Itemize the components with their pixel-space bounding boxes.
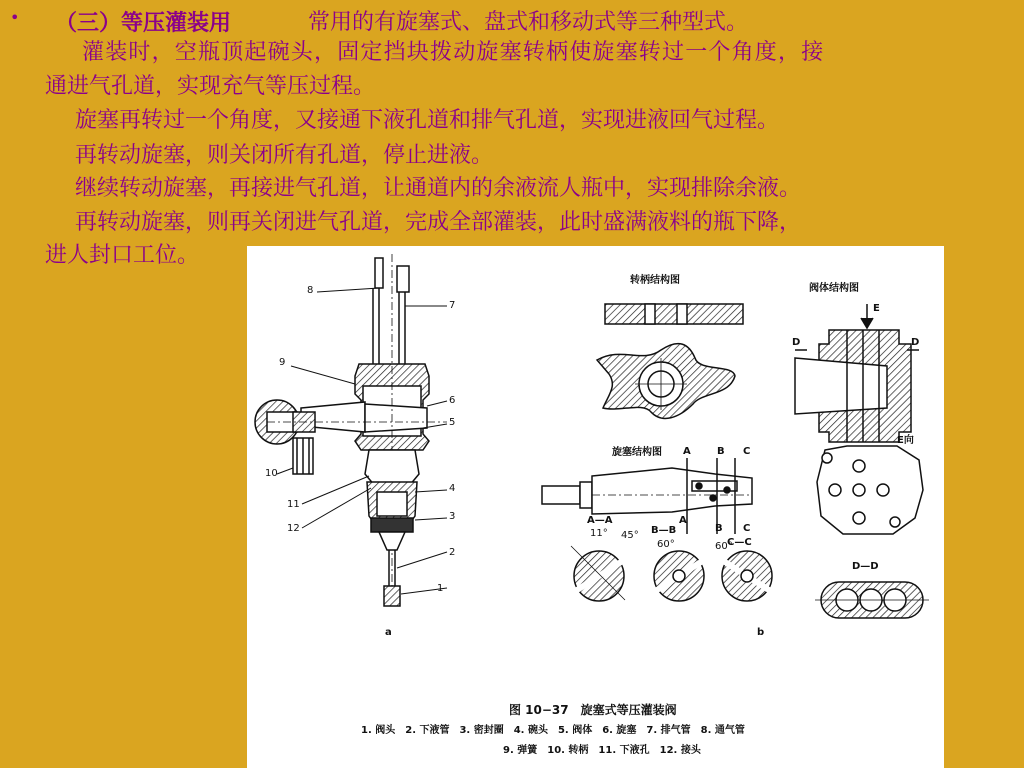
figure-caption: 图 10−37 旋塞式等压灌装阀 — [509, 703, 677, 717]
part-number-label: 6 — [449, 395, 456, 406]
bb-section-label: B—B — [651, 525, 677, 536]
angle-label: 11° — [590, 528, 608, 539]
part-number-label: 8 — [307, 285, 314, 296]
subfigure-a-label: a — [385, 627, 392, 638]
section-letter: A — [679, 515, 687, 526]
aa-section-label: A—A — [587, 515, 613, 526]
part-number-label: 5 — [449, 417, 456, 428]
part-number-label: 11 — [287, 499, 300, 510]
plug-view-title: 旋塞结构图 — [612, 447, 662, 458]
part-number-label: 4 — [449, 483, 456, 494]
figure-legend-line: 1. 阀头 2. 下液管 3. 密封圈 4. 碗头 5. 阀体 6. 旋塞 7. 排气管 8. 通气管 — [361, 725, 745, 736]
part-number-label: 2 — [449, 547, 456, 558]
paragraph-line: 进人封口工位。 — [45, 243, 200, 268]
bullet-marker: • — [10, 8, 20, 27]
cross-sections-drawing — [571, 546, 772, 601]
part-number-label: 9 — [279, 357, 286, 368]
valve-assembly-drawing — [255, 254, 447, 606]
section-letter: C — [743, 523, 751, 534]
paragraph-line: 通进气孔道，实现充气等压过程。 — [45, 74, 376, 99]
paragraph-line: 旋塞再转过一个角度，又接通下液孔道和排气孔道，实现进液回气过程。 — [75, 108, 780, 133]
part-number-label: 1 — [437, 583, 444, 594]
figure-legend-line: 9. 弹簧 10. 转柄 11. 下液孔 12. 接头 — [503, 745, 701, 756]
section-letter: A — [683, 446, 691, 457]
section-letter: B — [715, 523, 723, 534]
angle-label: 60° — [657, 539, 675, 550]
part-number-label: 7 — [449, 300, 456, 311]
e-view-label: E向 — [897, 435, 914, 446]
part-number-label: 3 — [449, 511, 456, 522]
paragraph-line: 再转动旋塞，则关闭所有孔道，停止进液。 — [75, 143, 494, 168]
dd-section-label: D—D — [852, 561, 879, 572]
section-letter: E — [873, 303, 880, 314]
angle-label: 60° — [715, 541, 733, 552]
valve-body-view-title: 阀体结构图 — [809, 283, 859, 294]
section-letter: D — [911, 337, 920, 348]
cc-section-label: C—C — [727, 537, 752, 548]
handle-view-title: 转柄结构图 — [630, 275, 680, 286]
paragraph-line: 灌装时，空瓶顶起碗头，固定挡块拨动旋塞转柄使旋塞转过一个角度，接 — [82, 40, 825, 65]
section-letter: C — [743, 446, 751, 457]
section-letter: D — [792, 337, 801, 348]
intro-text: 常用的有旋塞式、盘式和移动式等三种型式。 — [308, 10, 749, 35]
section-letter: B — [717, 446, 725, 457]
section-title: （三）等压灌装用 — [55, 10, 232, 36]
paragraph-line: 再转动旋塞，则再关闭进气孔道，完成全部灌装，此时盛满液料的瓶下降， — [75, 210, 802, 235]
valve-drawing — [247, 246, 944, 768]
part-number-label: 10 — [265, 468, 278, 479]
subfigure-b-label: b — [757, 627, 765, 638]
handle-structure-drawing — [597, 304, 743, 418]
paragraph-line: 继续转动旋塞，再接进气孔道，让通道内的余液流人瓶中，实现排除余液。 — [75, 176, 802, 201]
valve-figure — [247, 246, 944, 768]
angle-label: 45° — [621, 530, 639, 541]
part-number-label: 12 — [287, 523, 300, 534]
